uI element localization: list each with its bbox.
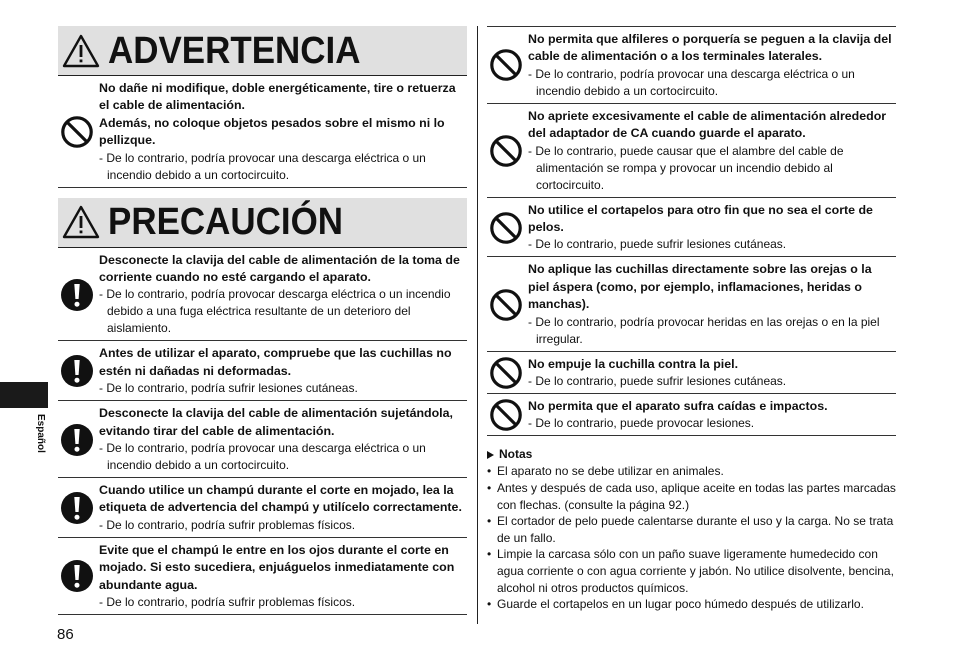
mandatory-icon (60, 354, 94, 388)
note-list-item: • El aparato no se debe utilizar en animales. (487, 463, 896, 480)
item-heading: Desconecte la clavija del cable de alimentación de la toma de corriente cuando no esté cargando el aparato. (99, 252, 460, 285)
safety-item (58, 341, 467, 401)
prohibition-icon (489, 134, 523, 168)
item-note: - De lo contrario, puede sufrir lesiones cutáneas. (528, 237, 787, 252)
item-heading: No aplique las cuchillas directamente sobre las orejas o la piel áspera (como, por ejemplo, inflamaciones, heridas o manchas). (528, 262, 872, 312)
mandatory-icon (60, 559, 94, 593)
item-note: - De lo contrario, puede provocar lesiones. (528, 416, 755, 431)
item-heading: Antes de utilizar el aparato, compruebe que las cuchillas no estén ni dañadas ni deformadas. (99, 346, 452, 378)
note-list-item: • El cortador de pelo puede calentarse durante el uso y la carga. No se trata de un fallo. (487, 513, 896, 546)
prohibition-icon (489, 398, 523, 432)
notes-section (487, 446, 896, 612)
notes-heading (487, 446, 896, 463)
notes-title: Notas (499, 447, 533, 462)
item-heading: Desconecte la clavija del cable de alimentación sujetándola, evitando tirar del cable de alimentación. (99, 406, 453, 438)
safety-item (487, 394, 896, 436)
safety-item (58, 76, 467, 188)
safety-item (58, 538, 467, 615)
triangle-bullet-icon (487, 451, 494, 459)
notes-list (487, 463, 896, 612)
language-label: Español (35, 414, 46, 453)
item-note: - De lo contrario, podría provocar una descarga eléctrica o un incendio debido a un cortocircuito. (528, 66, 855, 98)
caution-title: PRECAUCIÓN (108, 201, 344, 244)
safety-item (487, 257, 896, 351)
item-heading: No dañe ni modifique, doble energéticamente, tire o retuerza el cable de alimentación. Además, no coloque objetos pesados sobre el mismo ni lo pellizque. (99, 81, 456, 148)
prohibition-icon (60, 115, 94, 149)
item-heading: Evite que el champú le entre en los ojos durante el corte en mojado. Si esto sucediera, enjuáguelos inmediatamente con abundante agua. (99, 542, 455, 592)
left-column (58, 26, 467, 615)
item-note: - De lo contrario, podría sufrir problemas físicos. (99, 517, 356, 532)
caution-triangle-icon (62, 205, 100, 239)
item-heading: No permita que alfileres o porquería se peguen a la clavija del cable de alimentación o a los terminales laterales. (528, 32, 892, 64)
mandatory-icon (60, 423, 94, 457)
mandatory-icon (60, 491, 94, 525)
warning-list (58, 76, 467, 188)
item-note: - De lo contrario, podría sufrir lesiones cutáneas. (99, 381, 358, 396)
safety-item (487, 198, 896, 258)
caution-banner (58, 198, 467, 248)
safety-item (487, 104, 896, 198)
item-heading: Cuando utilice un champú durante el corte en mojado, lea la etiqueta de advertencia del champú y utilícelo correctamente. (99, 483, 462, 515)
safety-item (58, 401, 467, 478)
caution-list (58, 248, 467, 615)
safety-item (487, 27, 896, 104)
mandatory-icon (60, 278, 94, 312)
prohibition-icon (489, 211, 523, 245)
item-note: - De lo contrario, podría provocar una descarga eléctrica o un incendio debido a un cortocircuito. (99, 150, 426, 182)
item-heading: No apriete excesivamente el cable de alimentación alrededor del adaptador de CA cuando guarde el aparato. (528, 108, 887, 141)
item-note: - De lo contrario, podría provocar heridas en las orejas o en la piel irregular. (528, 314, 880, 346)
item-note: - De lo contrario, puede causar que el alambre del cable de alimentación se rompa y provocar un incendio debido al cortocircuito. (528, 143, 844, 192)
item-note: - De lo contrario, podría provocar una descarga eléctrica o un incendio debido a un cortocircuito. (99, 441, 426, 473)
warning-banner (58, 26, 467, 76)
prohibition-icon (489, 48, 523, 82)
safety-item (58, 248, 467, 342)
safety-item (487, 352, 896, 394)
note-list-item: • Limpie la carcasa sólo con un paño suave ligeramente humedecido con agua corriente o con agua corriente y jabón. No utilice disolvente, bencina, alcohol ni otros productos químicos. (487, 546, 896, 596)
item-note: - De lo contrario, podría sufrir problemas físicos. (99, 595, 356, 610)
warning-triangle-icon (62, 34, 100, 68)
note-list-item: • Antes y después de cada uso, aplique aceite en todas las partes marcadas con flechas. (consulte la página 92.) (487, 480, 896, 513)
right-list (487, 27, 896, 436)
item-heading: No utilice el cortapelos para otro fin que no sea el corte de pelos. (528, 202, 873, 235)
item-heading: No permita que el aparato sufra caídas e impactos. (528, 399, 828, 414)
note-list-item: • Guarde el cortapelos en un lugar poco húmedo después de utilizarlo. (487, 596, 896, 613)
right-column (487, 26, 896, 613)
page-number: 86 (57, 626, 74, 643)
column-divider (477, 26, 478, 624)
prohibition-icon (489, 288, 523, 322)
warning-title: ADVERTENCIA (108, 29, 361, 72)
item-note: - De lo contrario, puede sufrir lesiones cutáneas. (528, 374, 787, 389)
safety-item (58, 478, 467, 538)
item-heading: No empuje la cuchilla contra la piel. (528, 356, 739, 371)
prohibition-icon (489, 356, 523, 390)
item-note: - De lo contrario, podría provocar descarga eléctrica o un incendio debido a una fuga eléctrica resultante de un deterioro del aislamiento. (99, 287, 451, 336)
language-side-tab (0, 382, 48, 408)
